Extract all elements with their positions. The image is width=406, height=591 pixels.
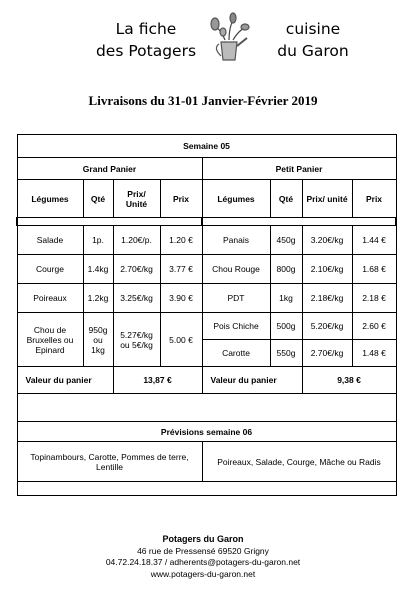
- grand-legume: Chou de Bruxelles ou Epinard: [17, 313, 83, 367]
- grand-valeur: 13,87 €: [113, 367, 202, 394]
- week-label: Semaine 05: [17, 135, 396, 158]
- grand-prix: 3.90 €: [160, 284, 202, 313]
- grand-prix: 1.20 €: [160, 226, 202, 255]
- previsions-title: Prévisions semaine 06: [17, 422, 396, 442]
- delivery-table: [16, 134, 397, 496]
- delivery-title: Livraisons du 31-01 Janvier-Février 2019: [88, 93, 318, 108]
- footer: [0, 534, 406, 580]
- watering-can-logo-icon: [207, 12, 251, 64]
- petit-valeur: 9,38 €: [302, 367, 396, 394]
- table-row: [17, 226, 396, 255]
- petit-col-qte: Qté: [270, 180, 302, 218]
- header-left-line1: La fiche: [115, 20, 177, 38]
- petit-prix: 1.44 €: [352, 226, 396, 255]
- grand-valeur-label: Valeur du panier: [17, 367, 113, 394]
- petit-col-prix-unite: Prix/ unité: [302, 180, 352, 218]
- grand-prix: 3.77 €: [160, 255, 202, 284]
- petit-panier-title: Petit Panier: [202, 158, 396, 180]
- grand-legume: Poireaux: [17, 284, 83, 313]
- blank-row: [17, 482, 396, 496]
- petit-legume: Chou Rouge: [202, 255, 270, 284]
- spacer: [17, 218, 202, 226]
- petit-qte: 500g: [270, 313, 302, 340]
- petit-qte: 1kg: [270, 284, 302, 313]
- petit-valeur-label: Valeur du panier: [202, 367, 302, 394]
- header-right-line1: cuisine: [285, 20, 341, 38]
- petit-qte: 450g: [270, 226, 302, 255]
- petit-legume: Pois Chiche: [202, 313, 270, 340]
- grand-legume: Courge: [17, 255, 83, 284]
- grand-col-prix: Prix: [160, 180, 202, 218]
- table-row: [17, 313, 396, 340]
- grand-prix: 5.00 €: [160, 313, 202, 367]
- petit-qte: 800g: [270, 255, 302, 284]
- grand-col-legumes: Légumes: [17, 180, 83, 218]
- blank-row: [17, 394, 396, 422]
- grand-qte: 1.2kg: [83, 284, 113, 313]
- footer-contact: 04.72.24.18.37 / adherents@potagers-du-garon.net: [105, 557, 301, 567]
- petit-qte: 550g: [270, 340, 302, 367]
- footer-website: www.potagers-du-garon.net: [150, 568, 256, 579]
- header-right-line2: du Garon: [277, 42, 349, 60]
- footer-address: 46 rue de Pressensé 69520 Grigny: [137, 545, 269, 556]
- petit-legume: PDT: [202, 284, 270, 313]
- grand-qte: 950g ou 1kg: [83, 313, 113, 367]
- petit-unite: 2.10€/kg: [302, 255, 352, 284]
- petit-prix: 2.18 €: [352, 284, 396, 313]
- previsions-petit: Poireaux, Salade, Courge, Mâche ou Radis: [202, 442, 396, 482]
- petit-legume: Panais: [202, 226, 270, 255]
- grand-col-prix-unite: Prix/ Unité: [113, 180, 160, 218]
- grand-qte: 1.4kg: [83, 255, 113, 284]
- petit-prix: 1.48 €: [352, 340, 396, 367]
- petit-unite: 2.18€/kg: [302, 284, 352, 313]
- petit-unite: 3.20€/kg: [302, 226, 352, 255]
- grand-unite: 2.70€/kg: [113, 255, 160, 284]
- previsions-grand: Topinambours, Carotte, Pommes de terre, Lentille: [17, 442, 202, 482]
- grand-unite: 3.25€/kg: [113, 284, 160, 313]
- petit-unite: 5.20€/kg: [302, 313, 352, 340]
- grand-legume: Salade: [17, 226, 83, 255]
- petit-prix: 2.60 €: [352, 313, 396, 340]
- table-row: [17, 255, 396, 284]
- footer-name: Potagers du Garon: [162, 534, 244, 544]
- petit-legume: Carotte: [202, 340, 270, 367]
- header-left-line2: des Potagers: [95, 42, 197, 60]
- header-right-title: [268, 18, 358, 62]
- table-row: [17, 284, 396, 313]
- grand-qte: 1p.: [83, 226, 113, 255]
- petit-col-prix: Prix: [352, 180, 396, 218]
- petit-unite: 2.70€/kg: [302, 340, 352, 367]
- header-left-title: [86, 18, 206, 62]
- petit-prix: 1.68 €: [352, 255, 396, 284]
- grand-col-qte: Qté: [83, 180, 113, 218]
- grand-unite: 1.20€/p.: [113, 226, 160, 255]
- grand-panier-title: Grand Panier: [17, 158, 202, 180]
- page-header: [0, 12, 406, 72]
- petit-col-legumes: Légumes: [202, 180, 270, 218]
- grand-unite: 5.27€/kg ou 5€/kg: [113, 313, 160, 367]
- spacer: [202, 218, 396, 226]
